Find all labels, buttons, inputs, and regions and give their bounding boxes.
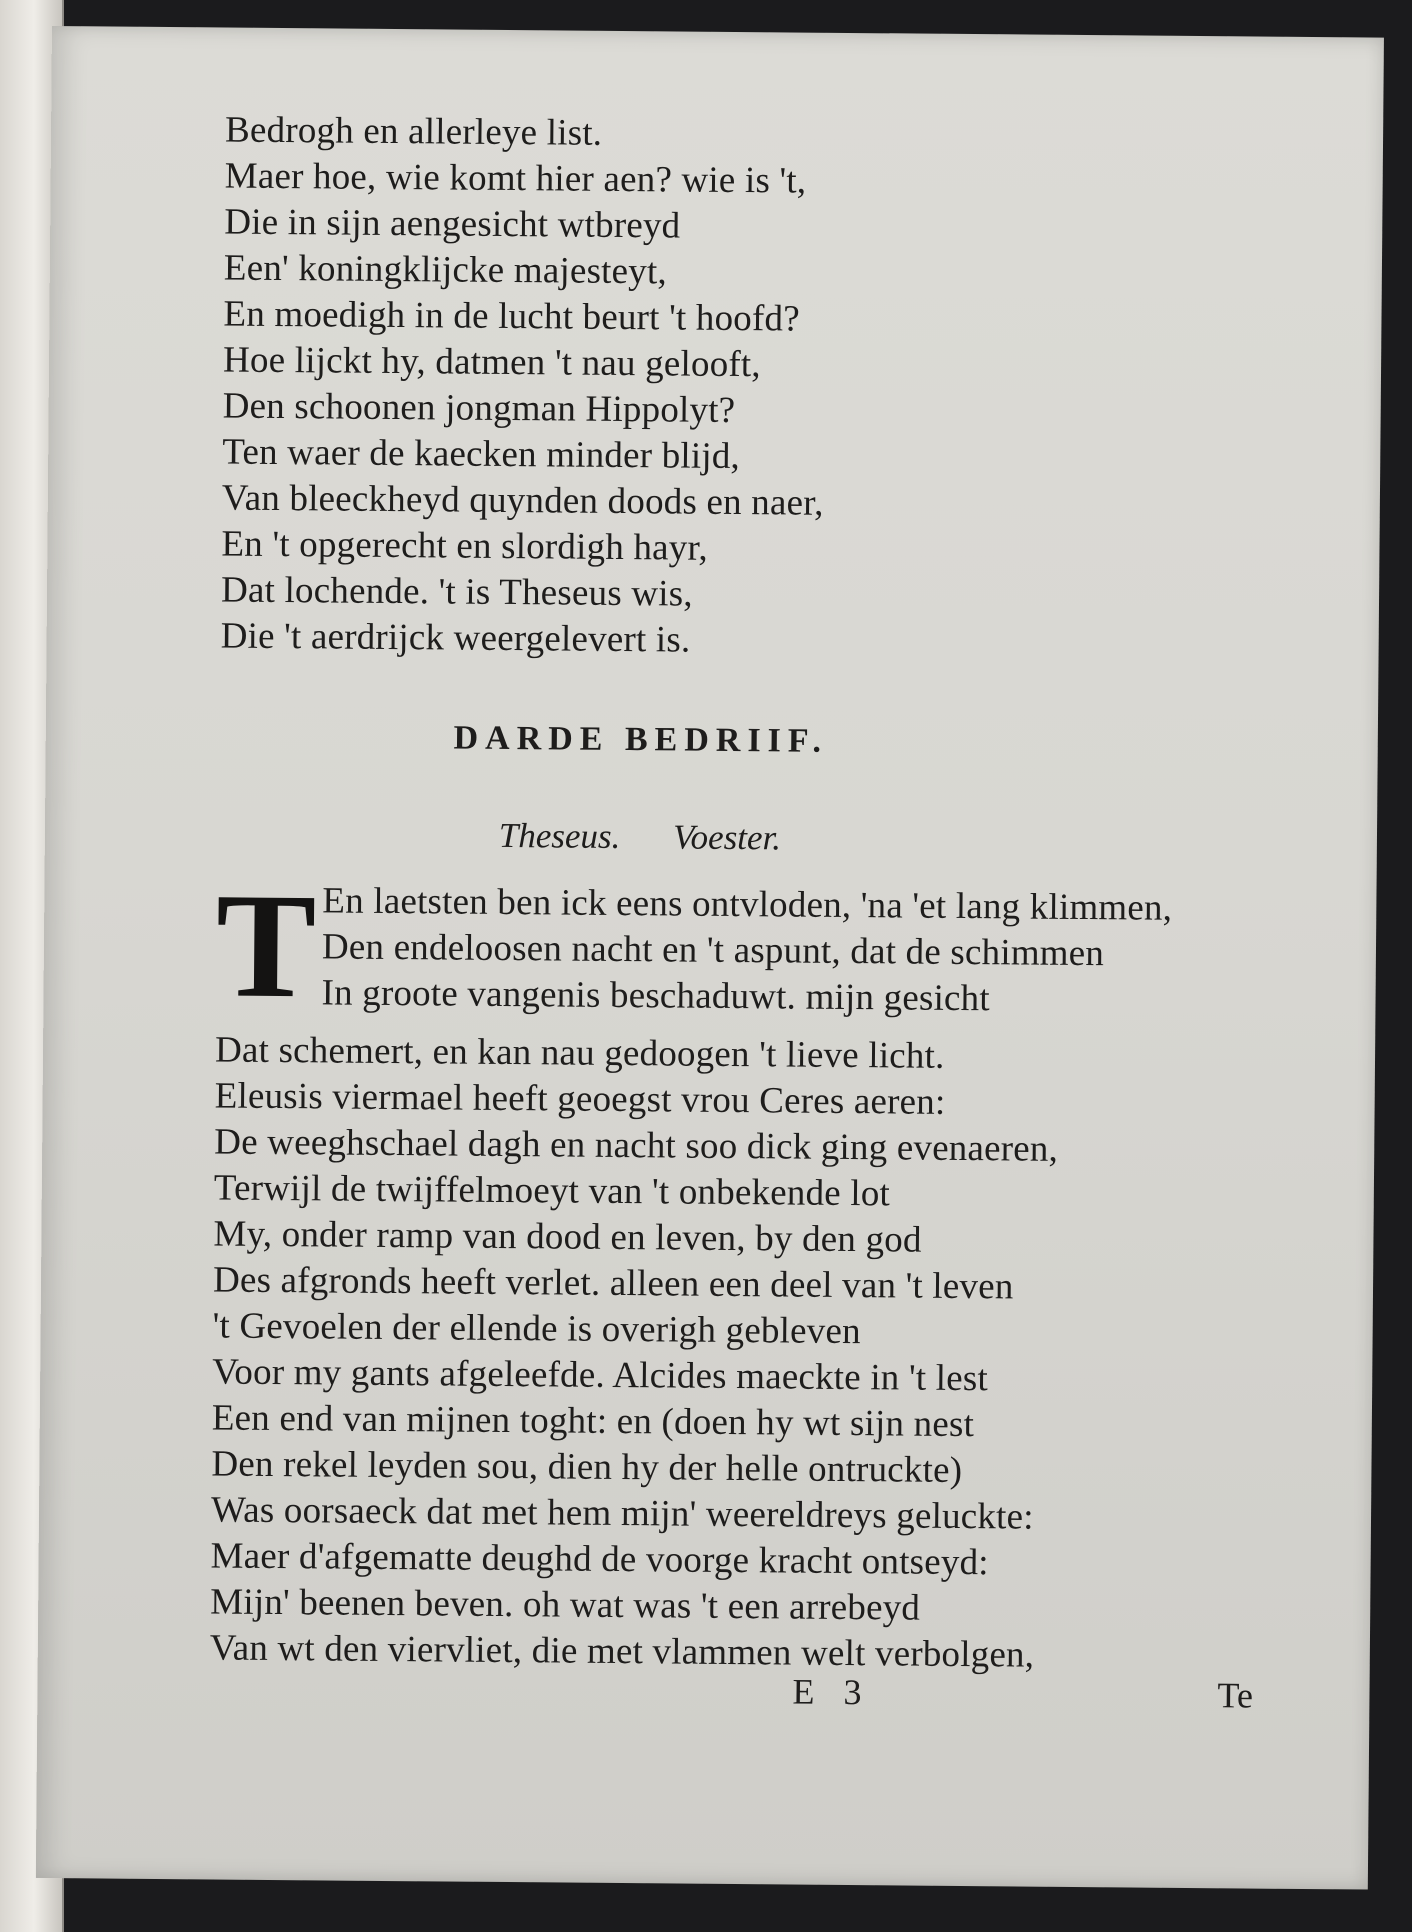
verse-line: Den rekel leyden sou, dien hy der helle ontruckte) — [211, 1443, 963, 1491]
speaker-theseus: Theseus. — [498, 815, 621, 856]
verse-block-top — [220, 108, 827, 665]
act-heading: DARDE BEDRIIF. — [453, 719, 829, 760]
speaker-voester: Voester. — [672, 817, 782, 858]
verse-line: My, onder ramp van dood en leven, by den god — [213, 1213, 922, 1261]
verse-line: Eleusis viermael heeft geoegst vrou Ceres aeren: — [214, 1075, 946, 1123]
verse-line: Van wt den viervliet, die met vlammen welt verbolgen, — [209, 1627, 1035, 1676]
verse-line: Ten waer de kaecken minder blijd, — [222, 431, 741, 478]
verse-line: Dat schemert, en kan nau gedoogen 't lieve licht. — [214, 1029, 945, 1077]
verse-line: In groote vangenis beschaduwt. mijn gesicht — [321, 972, 991, 1020]
signature-mark: E 3 — [792, 1671, 872, 1713]
verse-line: En 't opgerecht en slordigh hayr, — [221, 523, 709, 569]
verse-line: Een end van mijnen toght: en (doen hy wt sijn nest — [211, 1397, 975, 1446]
speaker-names — [45, 812, 1235, 862]
verse-line: Den endeloosen nacht en 't aspunt, dat de schimmen — [321, 926, 1105, 975]
verse-line: Terwijl de twijffelmoeyt van 't onbekende lot — [213, 1167, 891, 1215]
verse-line: Den schoonen jongman Hippolyt? — [222, 385, 736, 431]
verse-block-main — [210, 1027, 1059, 1678]
verse-line: Maer hoe, wie komt hier aen? wie is 't, — [224, 155, 807, 202]
verse-line: Dat lochende. 't is Theseus wis, — [220, 569, 693, 615]
verse-line: Hoe lijckt hy, datmen 't nau gelooft, — [222, 339, 762, 386]
verse-block-dropcap — [321, 878, 1172, 1023]
verse-line: Was oorsaeck dat met hem mijn' weereldreys geluckte: — [210, 1489, 1034, 1538]
verse-line: Voor my gants afgeleefde. Alcides maeckte in 't lest — [212, 1351, 989, 1400]
verse-line: Die in sijn aengesicht wtbreyd — [224, 201, 681, 247]
verse-line: En moedigh in de lucht beurt 't hoofd? — [223, 293, 800, 340]
verse-line: Een' koningklijcke majesteyt, — [223, 247, 668, 293]
verse-line: De weeghschael dagh en nacht soo dick ging evenaeren, — [214, 1121, 1059, 1170]
catchword: Te — [1217, 1675, 1254, 1716]
verse-line: En laetsten ben ick eens ontvloden, 'na 'et lang klimmen, — [322, 880, 1173, 929]
verse-line: Mijn' beenen beven. oh wat was 't een arrebeyd — [210, 1581, 921, 1629]
verse-line: Des afgronds heeft verlet. alleen een deel van 't leven — [212, 1259, 1014, 1308]
verse-line: Die 't aerdrijck weergelevert is. — [220, 615, 691, 661]
book-page — [36, 26, 1384, 1890]
verse-line: Van bleeckheyd quynden doods en naer, — [221, 477, 824, 524]
verse-line: Bedrogh en allerleye list. — [224, 109, 603, 154]
verse-line: 't Gevoelen der ellende is overigh gebleven — [212, 1305, 861, 1353]
verse-line: Maer d'afgematte deughd de voorge kracht ontseyd: — [210, 1535, 989, 1584]
drop-cap-initial: T — [215, 862, 317, 1030]
